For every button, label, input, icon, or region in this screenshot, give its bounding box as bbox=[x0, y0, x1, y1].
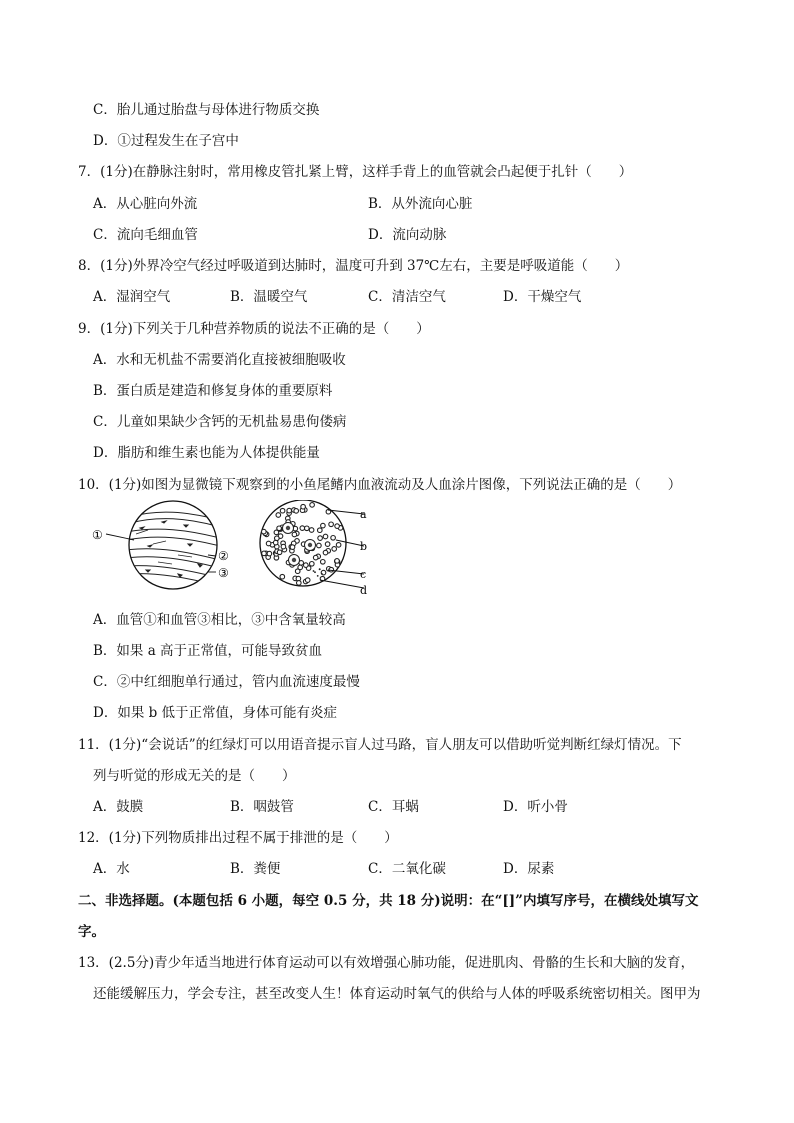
red-blood-cell bbox=[329, 567, 334, 572]
red-blood-cell bbox=[277, 526, 282, 531]
q11-option-b: B．咽鼓管 bbox=[230, 799, 294, 815]
red-blood-cell bbox=[325, 542, 330, 547]
platelet bbox=[313, 570, 315, 572]
q12-option-c: C．二氧化碳 bbox=[368, 861, 446, 877]
platelet bbox=[314, 571, 316, 573]
q12-stem: 12．(1分)下列物质排出过程不属于排泄的是（ ） bbox=[78, 830, 398, 846]
q10-figure bbox=[88, 500, 368, 600]
cell-nucleus bbox=[286, 526, 290, 530]
fish-fin-view bbox=[92, 501, 229, 589]
label-d: d bbox=[360, 584, 368, 597]
cell-nucleus bbox=[292, 558, 296, 562]
red-blood-cell bbox=[310, 503, 315, 508]
red-blood-cell bbox=[305, 578, 310, 583]
q10-option-d: D．如果 b 低于正常值，身体可能有炎症 bbox=[93, 705, 338, 721]
red-blood-cell bbox=[281, 544, 286, 549]
q8-option-b: B．温暖空气 bbox=[230, 289, 308, 305]
cell-nucleus bbox=[308, 543, 312, 547]
q10-option-c: C．②中红细胞单行通过，管内血流速度最慢 bbox=[93, 674, 360, 690]
red-blood-cell bbox=[335, 524, 340, 529]
red-blood-cell bbox=[300, 526, 305, 531]
red-blood-cell bbox=[321, 523, 326, 528]
q7-option-d: D．流向动脉 bbox=[368, 227, 447, 243]
q10-option-b: B．如果 a 高于正常值，可能导致贫血 bbox=[93, 643, 323, 659]
red-blood-cell bbox=[266, 541, 271, 546]
red-blood-cell bbox=[287, 508, 292, 513]
red-blood-cell bbox=[304, 563, 309, 568]
q11-option-a: A．鼓膜 bbox=[93, 799, 144, 815]
section2-heading-line2: 字。 bbox=[78, 924, 105, 940]
platelet bbox=[317, 575, 319, 577]
q11-option-d: D．听小骨 bbox=[503, 799, 568, 815]
red-blood-cell bbox=[267, 551, 272, 556]
q11-stem-line1: 11．(1分)“会说话”的红绿灯可以用语音提示盲人过马路，盲人朋友可以借助听觉判断红绿灯情况。下 bbox=[78, 737, 682, 753]
red-blood-cell bbox=[294, 509, 299, 514]
red-blood-cell bbox=[262, 529, 267, 534]
red-blood-cell bbox=[332, 547, 337, 552]
label-vessel-1: ① bbox=[92, 528, 103, 542]
section2-heading-line1: 二、非选择题。(本题包括 6 小题，每空 0.5 分，共 18 分)说明：在“[]”内填写序号，在横线处填写文 bbox=[78, 893, 699, 909]
red-blood-cell bbox=[301, 504, 306, 509]
label-vessel-3: ③ bbox=[218, 566, 229, 580]
label-a: a bbox=[360, 508, 367, 521]
q9-option-b: B．蛋白质是建造和修复身体的重要原料 bbox=[93, 383, 333, 399]
red-blood-cell bbox=[313, 555, 318, 560]
red-blood-cell bbox=[335, 559, 340, 564]
red-blood-cell bbox=[280, 508, 285, 513]
q12-option-a: A．水 bbox=[93, 861, 130, 877]
platelet bbox=[321, 573, 323, 575]
q9-stem: 9．(1分)下列关于几种营养物质的说法不正确的是（ ） bbox=[78, 321, 430, 337]
red-blood-cell bbox=[310, 562, 315, 567]
red-blood-cell bbox=[277, 550, 282, 555]
red-blood-cell bbox=[309, 528, 314, 533]
blood-smear-view bbox=[260, 500, 367, 588]
label-b: b bbox=[360, 540, 368, 553]
q12-option-d: D．尿素 bbox=[503, 861, 555, 877]
red-blood-cell bbox=[292, 532, 297, 537]
red-blood-cell bbox=[329, 522, 334, 527]
red-blood-cell bbox=[323, 550, 328, 555]
q8-option-c: C．清洁空气 bbox=[368, 289, 446, 305]
red-blood-cell bbox=[317, 543, 322, 548]
red-blood-cell bbox=[262, 551, 267, 556]
red-blood-cell bbox=[298, 565, 303, 570]
q13-stem-line2: 还能缓解压力，学会专注，甚至改变人生！体育运动时氧气的供给与人体的呼吸系统密切相关。图甲为 bbox=[93, 986, 701, 1002]
q8-option-a: A．湿润空气 bbox=[93, 289, 171, 305]
q7-option-b: B．从外流向心脏 bbox=[368, 196, 473, 212]
q9-option-d: D．脂肪和维生素也能为人体提供能量 bbox=[93, 445, 320, 461]
red-blood-cell bbox=[336, 543, 341, 548]
q12-option-b: B．粪便 bbox=[230, 861, 281, 877]
q7-stem: 7．(1分)在静脉注射时，常用橡皮管扎紧上臂，这样手背上的血管就会凸起便于扎针（ ） bbox=[78, 164, 633, 180]
q10-stem: 10．(1分)如图为显微镜下观察到的小鱼尾鳍内血液流动及人血涂片图像，下列说法正确的是（ ） bbox=[78, 477, 682, 493]
label-vessel-2: ② bbox=[218, 549, 229, 563]
red-blood-cell bbox=[297, 581, 302, 586]
q8-stem: 8．(1分)外界冷空气经过呼吸道到达肺时，温度可升到 37℃左右，主要是呼吸道能（ ） bbox=[78, 258, 629, 274]
red-blood-cell bbox=[273, 540, 278, 545]
q6-option-d: D．①过程发生在子宫中 bbox=[93, 133, 239, 149]
q7-option-c: C．流向毛细血管 bbox=[93, 227, 198, 243]
q13-stem-line1: 13．(2.5分)青少年适当地进行体育运动可以有效增强心肺功能，促进肌肉、骨骼的生长和大脑的发育， bbox=[78, 955, 695, 971]
red-blood-cell bbox=[323, 534, 328, 539]
q8-option-d: D．干燥空气 bbox=[503, 289, 582, 305]
q9-option-c: C．儿童如果缺少含钙的无机盐易患佝偻病 bbox=[93, 414, 347, 430]
q6-option-c: C．胎儿通过胎盘与母体进行物质交换 bbox=[93, 102, 320, 118]
red-blood-cell bbox=[318, 528, 323, 533]
q10-option-a: A．血管①和血管③相比，③中含氧量较高 bbox=[93, 612, 346, 628]
q9-option-a: A．水和无机盐不需要消化直接被细胞吸收 bbox=[93, 352, 346, 368]
red-blood-cell bbox=[276, 513, 281, 518]
q11-option-c: C．耳蜗 bbox=[368, 799, 419, 815]
red-blood-cell bbox=[290, 545, 295, 550]
platelet bbox=[319, 568, 321, 570]
red-blood-cell bbox=[321, 560, 326, 565]
red-blood-cell bbox=[331, 536, 336, 541]
red-blood-cell bbox=[280, 574, 285, 579]
q11-stem-line2: 列与听觉的形成无关的是（ ） bbox=[93, 768, 296, 784]
q7-option-a: A．从心脏向外流 bbox=[93, 196, 198, 212]
red-blood-cell bbox=[305, 526, 310, 531]
label-c: c bbox=[360, 568, 367, 581]
red-blood-cell bbox=[318, 536, 323, 541]
